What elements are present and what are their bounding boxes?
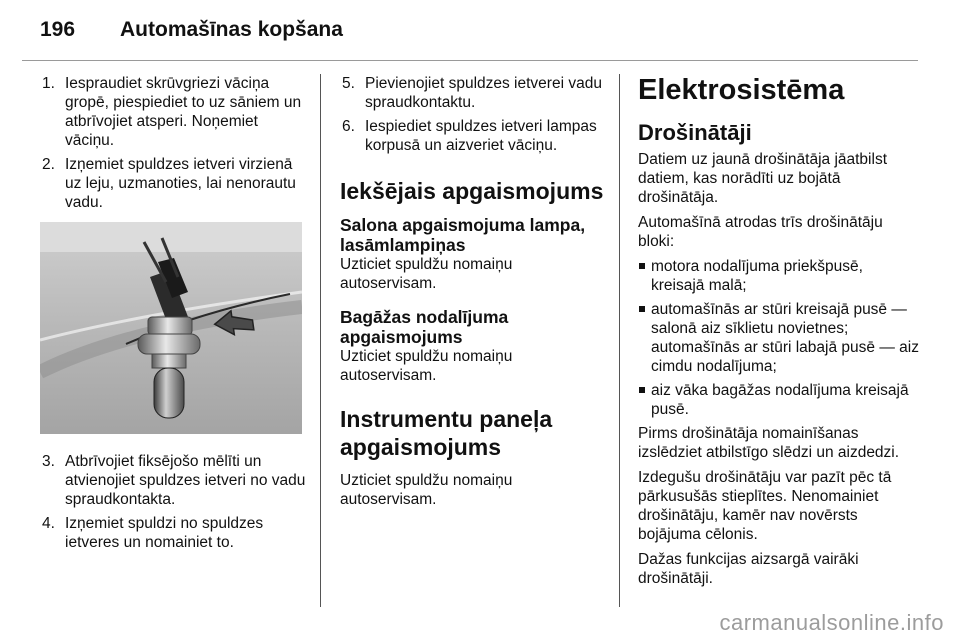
step-item: 3. Atbrīvojiet fiksējošo mēlīti un atvienojiet spuldzes ietveri no vadu spraudkontakta. <box>42 453 306 508</box>
watermark: carmanualsonline.info <box>719 610 944 635</box>
list-item: automašīnās ar stūri kreisajā pusē — salonā aiz sīklietu novietnes; automašīnās ar stūri labajā pusē — aiz cimdu nodalījuma; <box>638 300 920 376</box>
column-middle <box>340 74 610 515</box>
paragraph: Izdegušu drošinātāju var pazīt pēc tā pārkusušās stieplītes. Nenomainiet drošinātāju, kamēr nav novērsts bojājuma cēlonis. <box>638 469 892 543</box>
section-heading-instrument-lighting: Instrumentu paneļa apgaismojums <box>340 406 553 460</box>
header-divider <box>22 60 918 61</box>
step-item: 1. Iespraudiet skrūvgriezi vāciņa gropē, piespiediet to uz sāniem un atbrīvojiet atsperi. Noņemiet vāciņu. <box>42 75 302 149</box>
paragraph: Automašīnā atrodas trīs drošinātāju bloki: <box>638 214 883 250</box>
paragraph: Datiem uz jaunā drošinātāja jāatbilst datiem, kas norādīti uz bojātā drošinātāja. <box>638 151 887 206</box>
paragraph: Dažas funkcijas aizsargā vairāki drošinātāji. <box>638 551 859 587</box>
subheading-interior-lamp: Salona apgaismojuma lampa, lasāmlampiņas <box>340 215 586 255</box>
bulb-holder-photo <box>40 222 302 434</box>
column-divider-2 <box>619 74 620 607</box>
subheading-luggage-lighting: Bagāžas nodalījuma apgaismojums <box>340 307 509 347</box>
paragraph: Pirms drošinātāja nomainīšanas izslēdziet atbilstīgo slēdzi un aizdedzi. <box>638 425 900 461</box>
step-item: 6. Iespiediet spuldzes ietveri lampas korpusā un aizveriet vāciņu. <box>342 118 597 154</box>
column-left <box>40 74 306 557</box>
step-item: 2. Izņemiet spuldzes ietveri virzienā uz leju, uzmanoties, lai nenorautu vadu. <box>42 156 296 211</box>
paragraph: Uzticiet spuldžu nomaiņu autoservisam. <box>340 256 513 292</box>
list-item: aiz vāka bagāžas nodalījuma kreisajā pusē. <box>638 381 920 419</box>
column-right <box>638 74 920 594</box>
step-item: 5. Pievienojiet spuldzes ietverei vadu spraudkontaktu. <box>342 75 602 111</box>
steps-list-c <box>340 74 610 155</box>
section-heading-electrical: Elektrosistēma <box>638 74 845 106</box>
list-item: motora nodalījuma priekšpusē, kreisajā malā; <box>638 257 920 295</box>
paragraph: Uzticiet spuldžu nomaiņu autoservisam. <box>340 472 513 508</box>
subheading-fuses: Drošinātāji <box>638 120 752 145</box>
section-heading-interior-lighting: Iekšējais apgaismojums <box>340 178 604 204</box>
column-divider-1 <box>320 74 321 607</box>
steps-list-a <box>40 74 306 212</box>
steps-list-b <box>40 452 306 552</box>
page-number: 196 <box>40 18 76 41</box>
paragraph: Uzticiet spuldžu nomaiņu autoservisam. <box>340 348 513 384</box>
fuse-box-list <box>638 257 920 419</box>
page-title: Automašīnas kopšana <box>120 18 343 41</box>
step-item: 4. Izņemiet spuldzi no spuldzes ietveres un nomainiet to. <box>42 515 264 551</box>
